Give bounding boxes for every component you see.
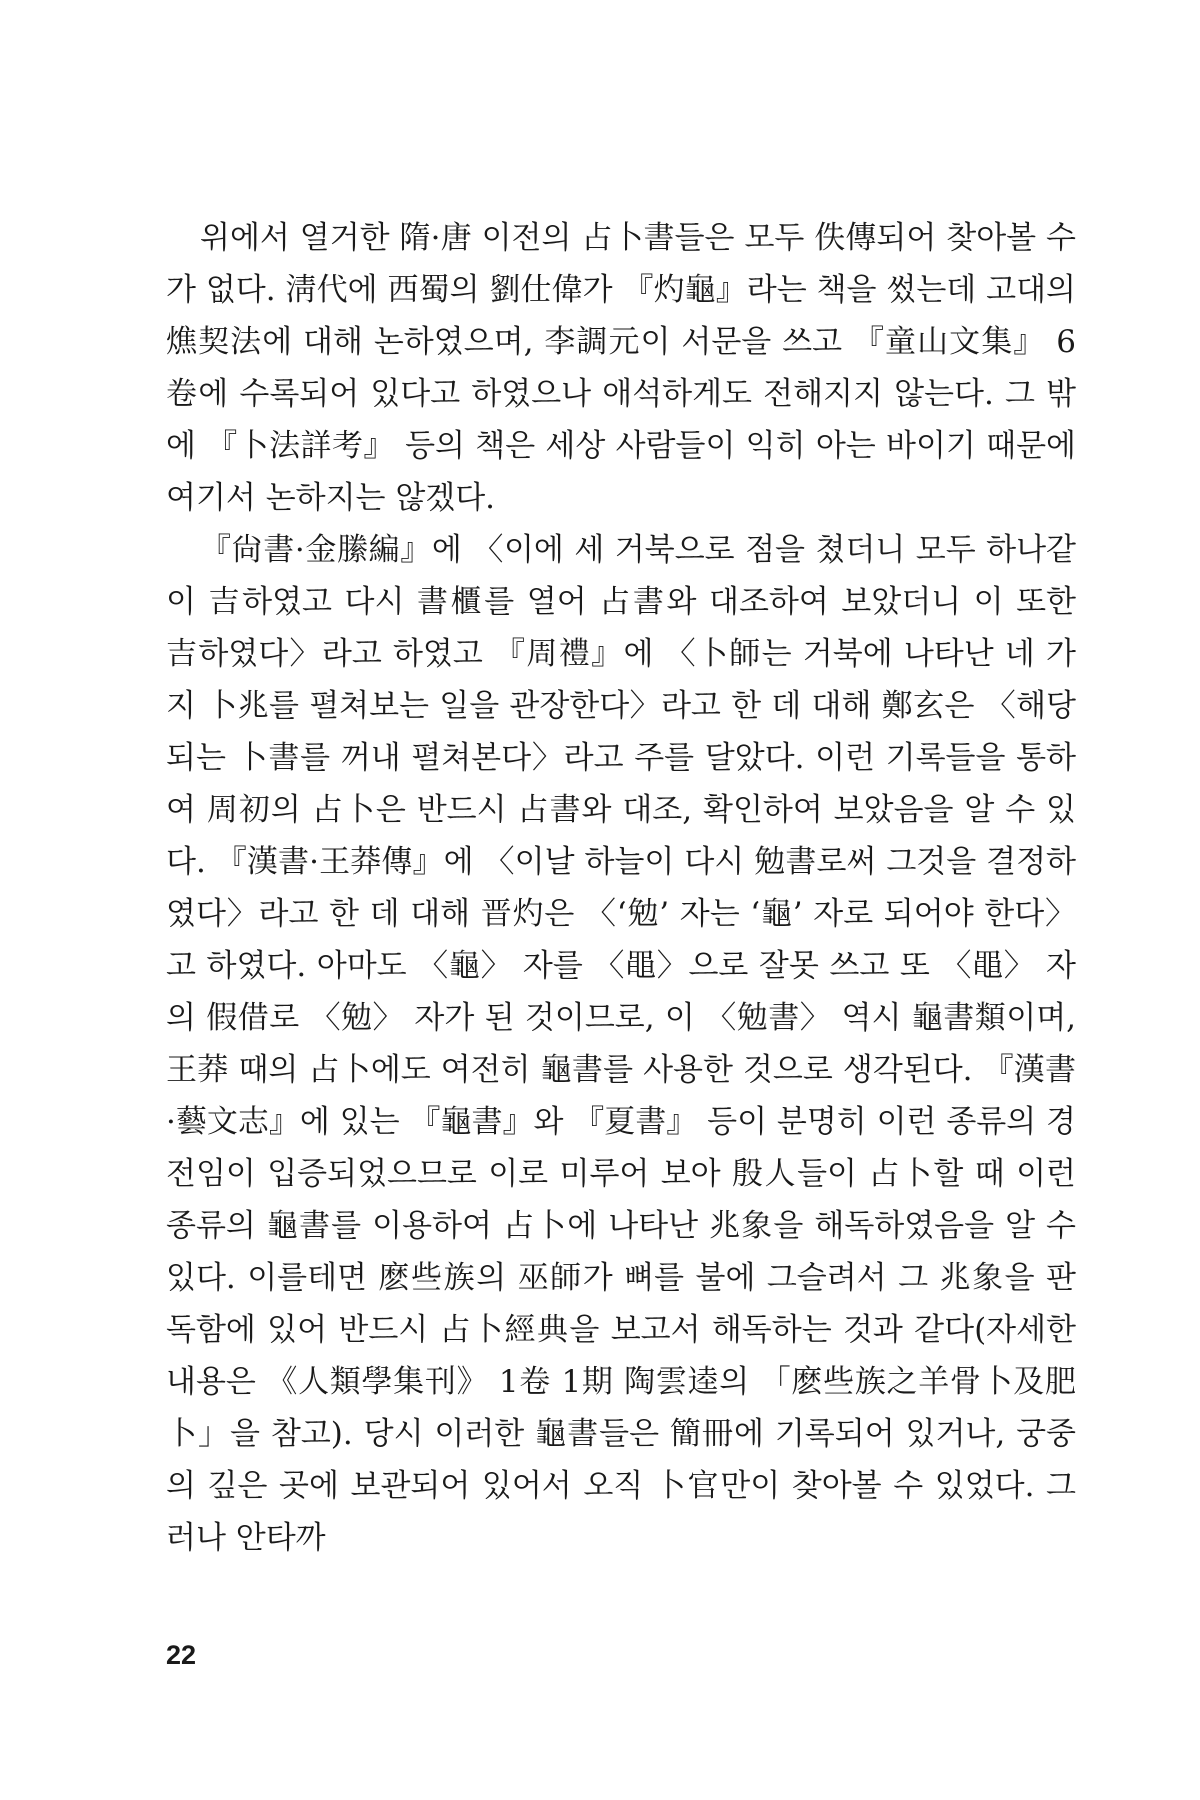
body-text: [166, 212, 1076, 1564]
paragraph-1: 위에서 열거한 隋·唐 이전의 占卜書들은 모두 佚傳되어 찾아볼 수가 없다. 淸代에 西蜀의 劉仕偉가 『灼龜』라는 책을 썼는데 고대의 燋契法에 대해 논하였으며, 李調元이 서문을 쓰고 『童山文集』 6卷에 수록되어 있다고 하였으나 애석하게도 전해지지 않는다. 그 밖에 『卜法詳考』 등의 책은 세상 사람들이 익히 아는 바이기 때문에 여기서 논하지는 않겠다.: [166, 220, 1076, 516]
page-number: 22: [166, 1640, 197, 1670]
paragraph-2: 『尙書·金縢編』에 〈이에 세 거북으로 점을 쳤더니 모두 하나같이 吉하였고 다시 書櫃를 열어 占書와 대조하여 보았더니 이 또한 吉하였다〉라고 하였고 『周禮』에 〈卜師는 거북에 나타난 네 가지 卜兆를 펼쳐보는 일을 관장한다〉라고 한 데 대해 鄭玄은 〈해당되는 卜書를 꺼내 펼쳐본다〉라고 주를 달았다. 이런 기록들을 통하여 周初의 占卜은 반드시 占書와 대조, 확인하여 보았음을 알 수 있다. 『漢書·王莽傳』에 〈이날 하늘이 다시 勉書로써 그것을 결정하였다〉라고 한 데 대해 晋灼은 〈‘勉’ 자는 ‘龜’ 자로 되어야 한다〉고 하였다. 아마도 〈龜〉 자를 〈黽〉으로 잘못 쓰고 또 〈黽〉 자의 假借로 〈勉〉 자가 된 것이므로, 이 〈勉書〉 역시 龜書類이며, 王莽 때의 占卜에도 여전히 龜書를 사용한 것으로 생각된다. 『漢書·藝文志』에 있는 『龜書』와 『夏書』 등이 분명히 이런 종류의 경전임이 입증되었으므로 이로 미루어 보아 殷人들이 占卜할 때 이런 종류의 龜書를 이용하여 占卜에 나타난 兆象을 해독하였음을 알 수 있다. 이를테면 麽些族의 巫師가 뼈를 불에 그슬려서 그 兆象을 판독함에 있어 반드시 占卜經典을 보고서 해독하는 것과 같다(자세한 내용은 《人類學集刊》 1卷 1期 陶雲逵의 「麽些族之羊骨卜及肥卜」을 참고). 당시 이러한 龜書들은 簡冊에 기록되어 있거나, 궁중의 깊은 곳에 보관되어 있어서 오직 卜官만이 찾아볼 수 있었다. 그러나 안타까: [166, 532, 1076, 1556]
